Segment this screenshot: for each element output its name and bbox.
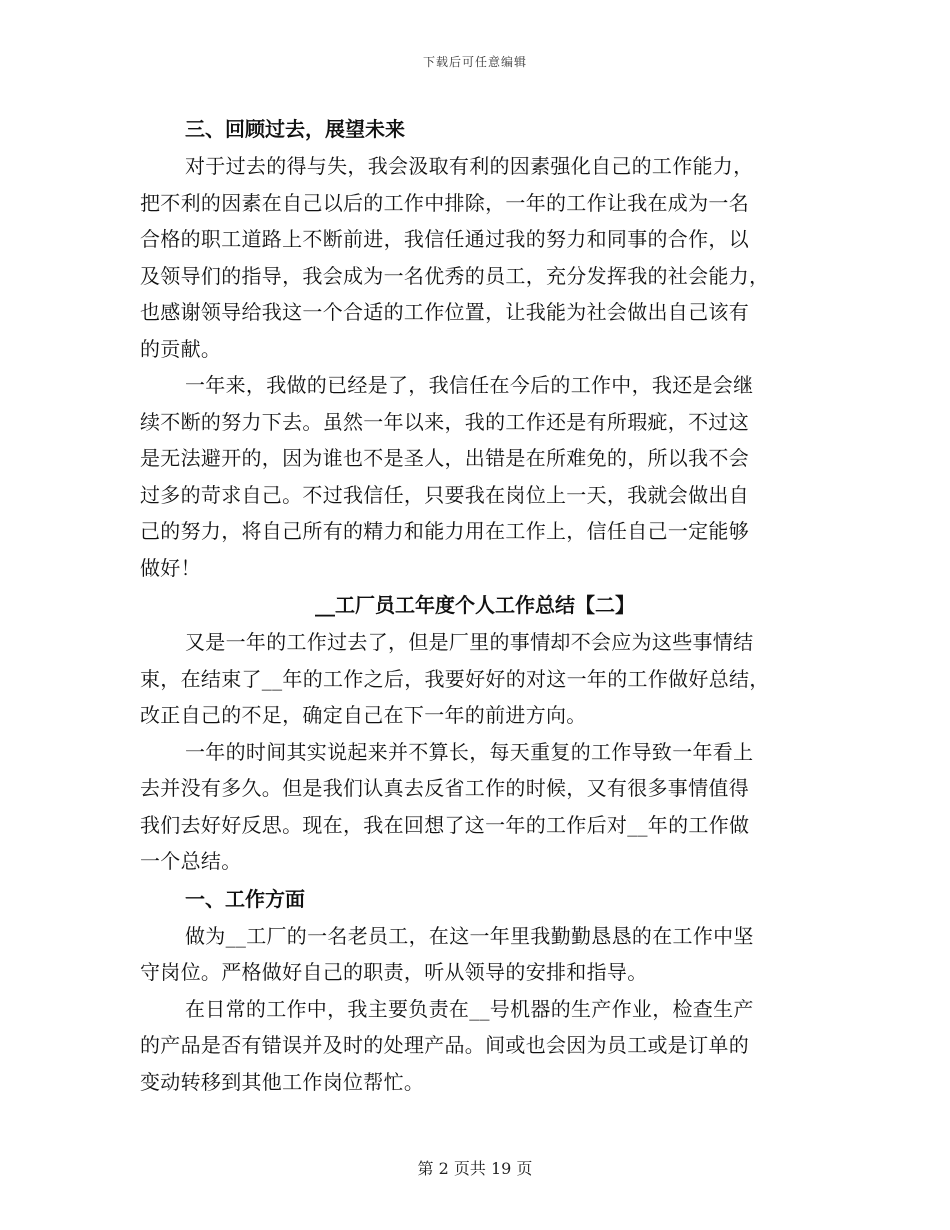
paragraph xyxy=(140,918,810,991)
text-line: 的贡献。 xyxy=(140,336,222,361)
text-line: 的产品是否有错误并及时的处理产品。间或也会因为员工或是订单的 xyxy=(140,1033,749,1057)
text-line: 是无法避开的，因为谁也不是圣人，出错是在所难免的，所以我不会 xyxy=(140,446,749,470)
text-line: 对于过去的得与失，我会汲取有利的因素强化自己的工作能力， xyxy=(185,154,754,178)
text-line: 过多的苛求自己。不过我信任，只要我在岗位上一天，我就会做出自 xyxy=(140,482,749,507)
text-line: 束，在结束了__年的工作之后，我要好好的对这一年的工作做好总结， xyxy=(140,666,770,691)
section-heading: 一、工作方面 xyxy=(185,886,305,911)
text-line: 一年的时间其实说起来并不算长，每天重复的工作导致一年看上 xyxy=(185,739,754,764)
paragraph xyxy=(140,624,810,734)
text-line: 也感谢领导给我这一个合适的工作位置，让我能为社会做出自己该有 xyxy=(140,300,749,324)
text-line: 守岗位。严格做好自己的职责，听从领导的安排和指导。 xyxy=(140,960,648,984)
paragraph xyxy=(140,148,810,367)
page-footer: 第 2 页共 19 页 xyxy=(417,1159,533,1178)
text-line: 及领导们的指导，我会成为一名优秀的员工，充分发挥我的社会能力， xyxy=(140,263,770,288)
text-line: 把不利的因素在自己以后的工作中排除，一年的工作让我在成为一名 xyxy=(140,190,749,215)
paragraph xyxy=(140,734,810,880)
text-line: 做好！ xyxy=(140,555,201,580)
text-line: 续不断的努力下去。虽然一年以来，我的工作还是有所瑕疵，不过这 xyxy=(140,409,749,434)
text-line: 合格的职工道路上不断前进，我信任通过我的努力和同事的合作，以 xyxy=(140,227,749,251)
text-line: 去并没有多久。但是我们认真去反省工作的时候，又有很多事情值得 xyxy=(140,776,749,800)
text-line: 己的努力，将自己所有的精力和能力用在工作上，信任自己一定能够 xyxy=(140,519,749,543)
text-line: 在日常的工作中，我主要负责在__号机器的生产作业，检查生产 xyxy=(185,996,754,1021)
document-body xyxy=(140,110,810,1100)
paragraph xyxy=(140,991,810,1101)
section-heading: 三、回顾过去，展望未来 xyxy=(185,117,405,141)
text-line: 一年来，我做的已经是了，我信任在今后的工作中，我还是会继 xyxy=(185,373,754,397)
text-line: 变动转移到其他工作岗位帮忙。 xyxy=(140,1069,425,1094)
text-line: 做为__工厂的一名老员工，在这一年里我勤勤恳恳的在工作中坚 xyxy=(185,923,754,948)
text-line: 又是一年的工作过去了，但是厂里的事情却不会应为这些事情结 xyxy=(185,630,754,654)
text-line: 一个总结。 xyxy=(140,849,242,873)
document-title: __工厂员工年度个人工作总结【二】 xyxy=(315,593,635,617)
text-line: 改正自己的不足，确定自己在下一年的前进方向。 xyxy=(140,703,587,727)
paragraph xyxy=(140,367,810,586)
page-header: 下载后可任意编辑 xyxy=(422,55,527,69)
text-line: 我们去好好反思。现在，我在回想了这一年的工作后对__年的工作做 xyxy=(140,812,750,837)
